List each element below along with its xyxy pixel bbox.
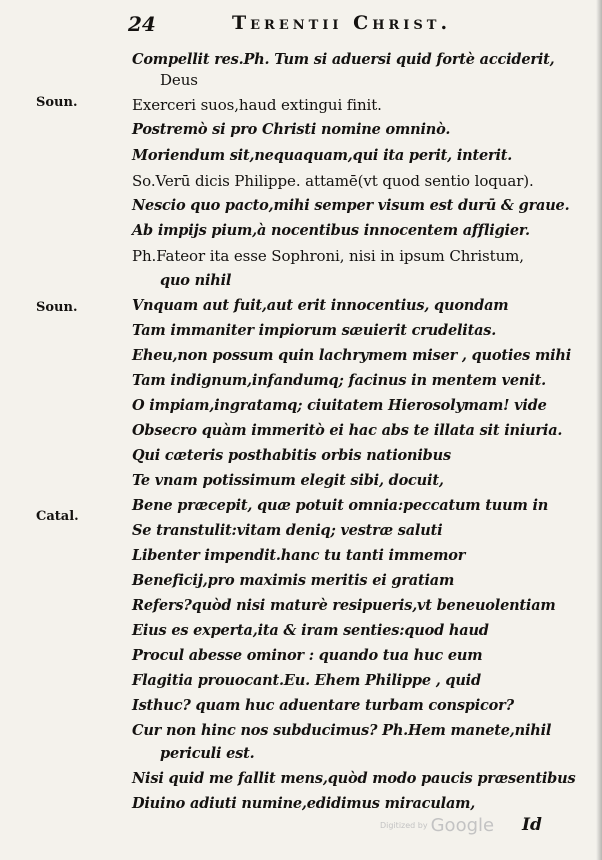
text-line: Ab impijs pium,à nocentibus innocentem affligier. bbox=[132, 222, 530, 239]
text-line: Ph.Fateor ita esse Sophroni, nisi in ipsum Christum, bbox=[132, 247, 524, 265]
watermark-small-text: Digitized by bbox=[380, 821, 428, 830]
text-line: Deus bbox=[160, 71, 198, 89]
text-line: Postremò si pro Christi nomine omninò. bbox=[132, 121, 451, 138]
running-head: Terentii Christ. bbox=[232, 12, 452, 34]
text-line: Libenter impendit.hanc tu tanti immemor bbox=[132, 547, 466, 564]
text-line: O impiam,ingratamq; ciuitatem Hierosolymam! vide bbox=[132, 397, 547, 414]
text-line: Tam indignum,infandumq; facinus in mentem venit. bbox=[132, 372, 546, 389]
text-line: Bene præcepit, quæ potuit omnia:peccatum tuum in bbox=[132, 497, 549, 514]
digitization-watermark bbox=[380, 815, 494, 836]
page-number: 24 bbox=[128, 12, 156, 36]
text-line: Compellit res.Ph. Tum si aduersi quid fortè acciderit, bbox=[132, 51, 555, 68]
text-line: Obsecro quàm immeritò ei hac abs te illata sit iniuria. bbox=[132, 422, 563, 439]
page-edge-shadow bbox=[596, 0, 602, 860]
text-line: Qui cæteris posthabitis orbis nationibus bbox=[132, 447, 451, 464]
text-line: Flagitia prouocant.Eu. Ehem Philippe , quid bbox=[132, 672, 481, 689]
text-line: Diuino adiuti numine,edidimus miraculam, bbox=[132, 795, 476, 812]
catchword: Id bbox=[522, 815, 542, 835]
text-line: Beneficij,pro maximis meritis ei gratiam bbox=[132, 572, 455, 589]
text-line: Exerceri suos,haud extingui finit. bbox=[132, 96, 382, 114]
speaker-margin-label: Soun. bbox=[36, 95, 78, 110]
text-line: Refers?quòd nisi maturè resipueris,vt beneuolentiam bbox=[132, 597, 556, 614]
text-line: Eheu,non possum quin lachrymem miser , quoties mihi bbox=[132, 347, 572, 364]
text-line: Moriendum sit,nequaquam,qui ita perit, interit. bbox=[132, 147, 513, 164]
speaker-margin-label: Soun. bbox=[36, 300, 78, 315]
text-line: Procul abesse ominor : quando tua huc eum bbox=[132, 647, 483, 664]
text-line: Nescio quo pacto,mihi semper visum est durū & graue. bbox=[132, 197, 570, 214]
watermark-logo-text: Google bbox=[430, 815, 495, 836]
text-line: Te vnam potissimum elegit sibi, docuit, bbox=[132, 472, 444, 489]
text-line: Vnquam aut fuit,aut erit innocentius, quondam bbox=[132, 297, 509, 314]
text-line: Eius es experta,ita & iram senties:quod haud bbox=[132, 622, 489, 639]
text-line: So.Verū dicis Philippe. attamē(vt quod sentio loquar). bbox=[132, 172, 534, 190]
text-line: Se transtulit:vitam deniq; vestræ saluti bbox=[132, 522, 443, 539]
text-line: Isthuc? quam huc aduentare turbam conspicor? bbox=[132, 697, 514, 714]
speaker-margin-label: Catal. bbox=[36, 509, 79, 524]
text-line: quo nihil bbox=[160, 272, 232, 289]
text-line: Cur non hinc nos subducimus? Ph.Hem manete,nihil bbox=[132, 722, 552, 739]
text-line: Tam immaniter impiorum sæuierit crudelitas. bbox=[132, 322, 497, 339]
text-line: Nisi quid me fallit mens,quòd modo paucis præsentibus bbox=[132, 770, 576, 787]
text-line: periculi est. bbox=[160, 745, 255, 762]
